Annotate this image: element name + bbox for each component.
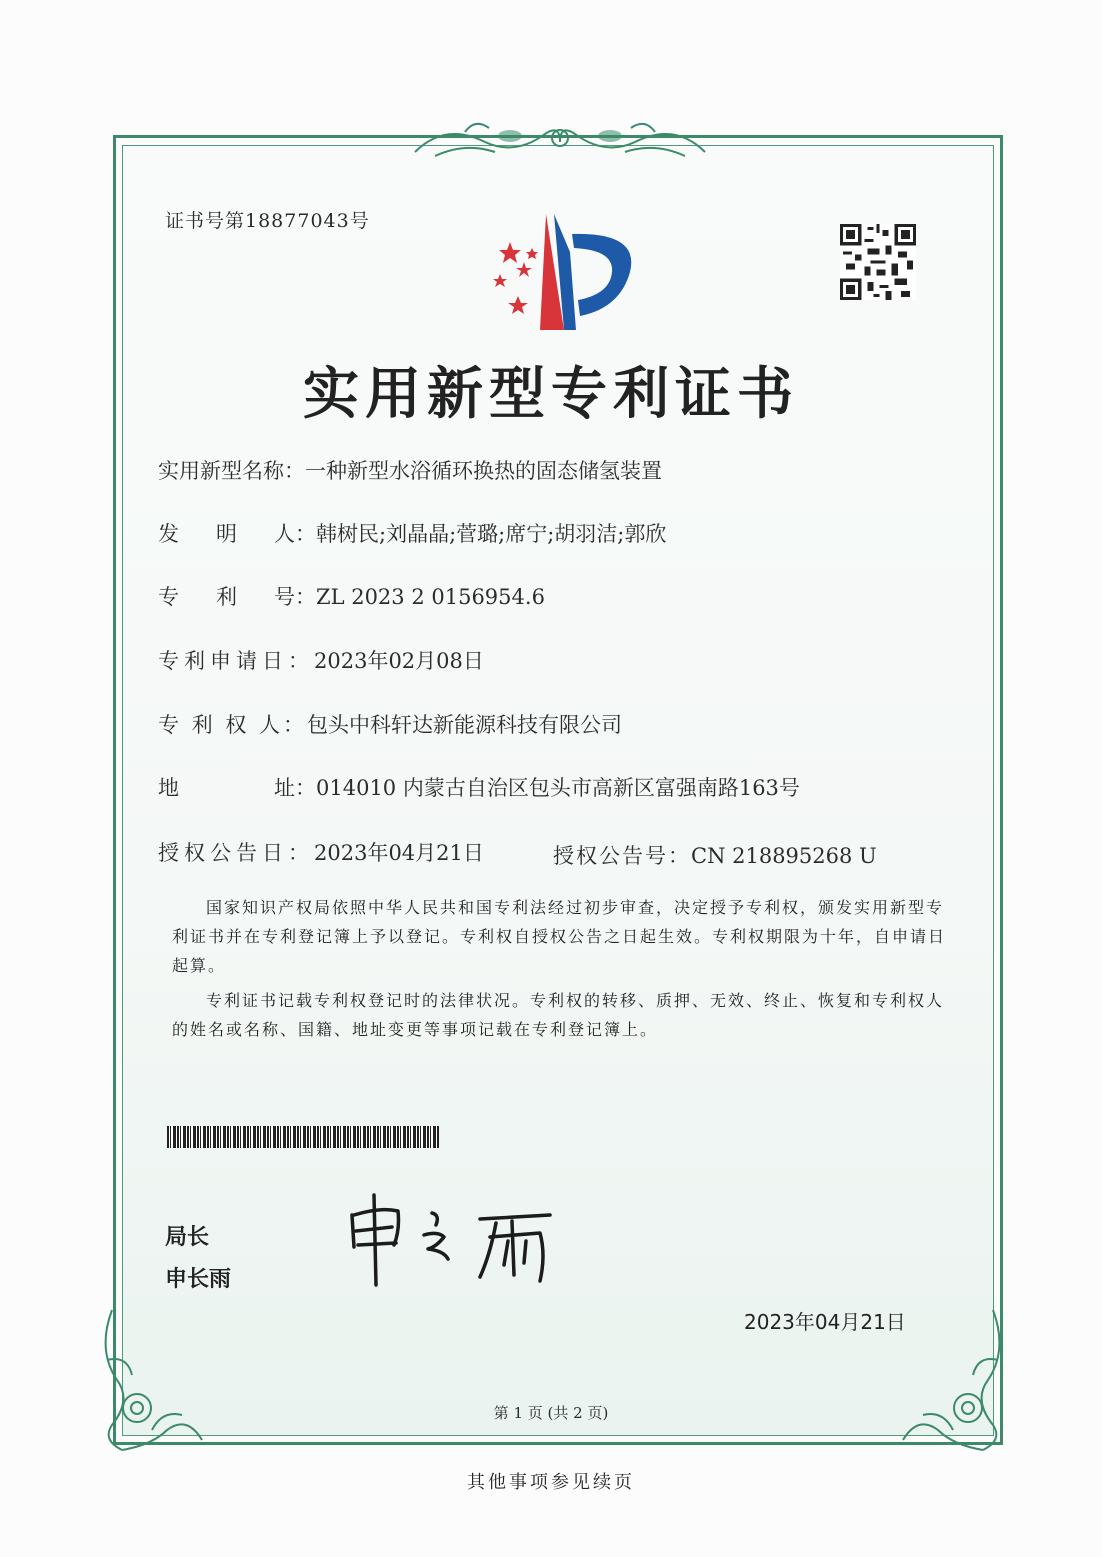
page-number: 第 1 页 (共 2 页) <box>493 1404 609 1422</box>
director-signature <box>340 1185 570 1295</box>
patent-number-value: ZL 2023 2 0156954.6 <box>316 585 545 609</box>
legal-paragraph-2: 专利证书记载专利权登记时的法律状况。专利权的转移、质押、无效、终止、恢复和专利权人的姓名或名称、国籍、地址变更等事项记载在专利登记簿上。 <box>172 991 945 1039</box>
grant-date-row <box>158 837 484 867</box>
field-label: 授权公告日： <box>158 841 314 865</box>
bottom-left-ornament-icon <box>92 1300 207 1455</box>
field-label: 明 <box>216 522 237 546</box>
field-label: 号： <box>274 585 316 609</box>
grant-number-value: CN 218895268 U <box>691 844 877 868</box>
continued-note: 其他事项参见续页 <box>467 1472 635 1493</box>
inventors-row <box>158 518 666 548</box>
field-label: 实用新型名称： <box>158 459 305 483</box>
inventors-value: 韩树民;刘晶晶;菅璐;席宁;胡羽洁;郭欣 <box>316 522 667 546</box>
cnipa-logo-icon <box>480 212 640 334</box>
field-label: 专 利 权 人： <box>158 713 308 737</box>
bottom-right-ornament-icon <box>898 1300 1013 1455</box>
sign-date: 2023年04月21日 <box>744 1310 906 1334</box>
field-label: 专利申请日： <box>158 649 314 673</box>
director-title: 局长 <box>165 1225 210 1250</box>
utility-model-name-value: 一种新型水浴循环换热的固态储氢装置 <box>305 459 662 483</box>
utility-model-name-row <box>158 455 662 485</box>
patentee-row <box>158 709 622 739</box>
address-row <box>158 772 800 802</box>
certificate-number: 证书号第18877043号 <box>165 210 370 232</box>
application-date-row <box>158 645 484 675</box>
qr-code-icon <box>840 224 916 300</box>
field-label: 授权公告号： <box>553 844 691 868</box>
director-name: 申长雨 <box>165 1267 232 1292</box>
field-label: 地 <box>158 776 179 800</box>
top-ornament-icon <box>405 112 715 164</box>
grant-date-value: 2023年04月21日 <box>314 841 484 865</box>
grant-number-row <box>553 840 877 870</box>
application-date-value: 2023年02月08日 <box>314 649 484 673</box>
legal-paragraph-1: 国家知识产权局依照中华人民共和国专利法经过初步审查，决定授予专利权，颁发实用新型专利证书并在专利登记簿上予以登记。专利权自授权公告之日起生效。专利权期限为十年，自申请日起算。 <box>172 898 947 975</box>
patent-number-row <box>158 581 545 611</box>
certificate-title: 实用新型专利证书 <box>303 362 799 427</box>
field-label: 人： <box>274 522 316 546</box>
address-value: 014010 内蒙古自治区包头市高新区富强南路163号 <box>316 776 800 800</box>
barcode-icon <box>167 1126 439 1148</box>
field-label: 发 <box>158 522 179 546</box>
patentee-value: 包头中科轩达新能源科技有限公司 <box>307 713 623 737</box>
field-label: 址： <box>274 776 316 800</box>
field-label: 利 <box>216 585 237 609</box>
field-label: 专 <box>158 585 179 609</box>
